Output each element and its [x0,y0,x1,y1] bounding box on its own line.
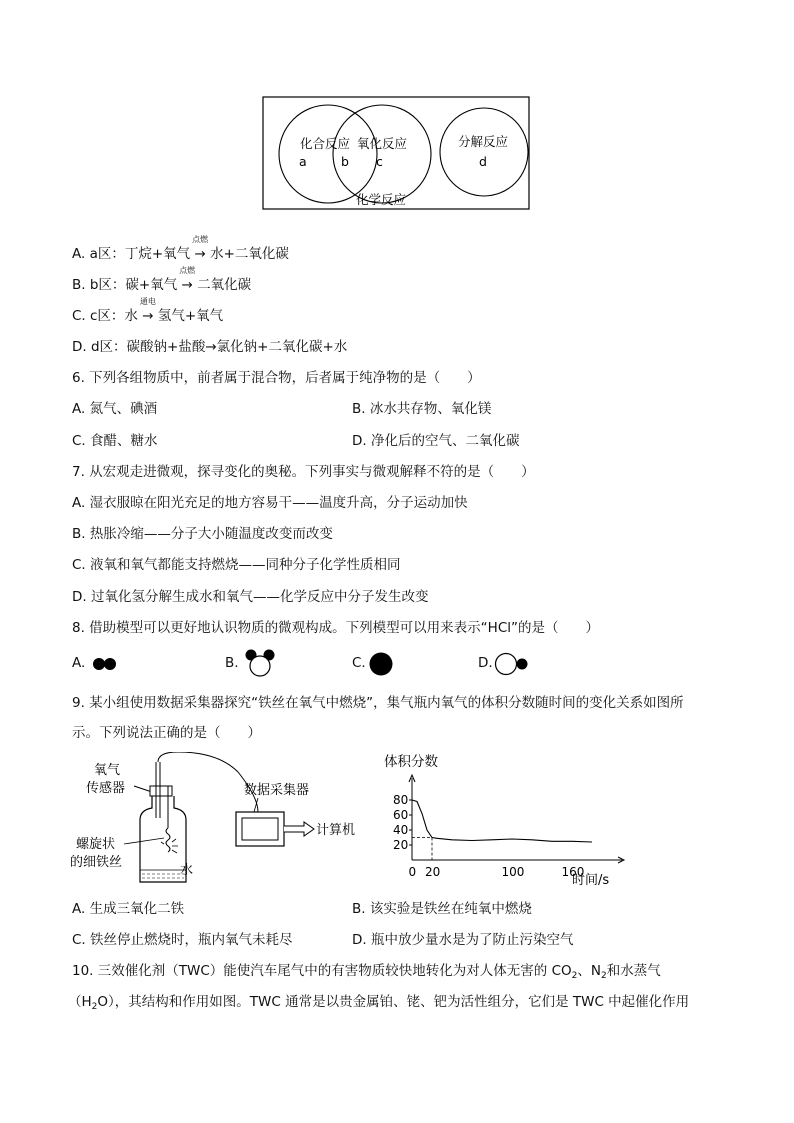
chart-ylabel: 体积分数 [384,754,438,770]
q6-option-d: D. 净化后的空气、二氧化碳 [352,433,520,449]
sensor-label: 氧气 [94,763,121,778]
iron-wire-spiral [166,828,170,852]
q8-option-c-label: C. [352,655,366,671]
chart-xlabel: 时间/s [572,873,610,888]
condition-ignite: 点燃 [192,235,209,244]
q8-option-b-label: B. [225,655,239,671]
y-tick-label: 40 [393,823,409,837]
q5-option-b: B. b区：碳+氧气 点燃 → 二氧化碳 [72,266,252,293]
wire-label-2: 的细铁丝 [70,855,123,870]
q6-option-b: B. 冰水共存物、氧化镁 [352,401,492,417]
q9-option-b: B. 该实验是铁丝在纯氧中燃烧 [352,901,532,917]
oxygen-volume-chart [380,748,630,890]
q10-line2: $(H_2O)$，其结构和作用如图。TWC 通常是以贵金属铂、铑、钯为活性组分，它们是 TWC 中起催化作用 [68,994,690,1012]
q9-option-d: D. 瓶中放少量水是为了防止污染空气 [352,932,574,948]
circle-c-label: 氧化反应 [357,136,408,151]
x-tick-label: 100 [501,865,525,879]
q9-stem-line2: 示。下列说法正确的是（ ） [72,725,261,741]
x-tick-label: 0 [408,865,417,879]
stopper [150,786,172,796]
q7-stem: 7. 从宏观走进微观，探寻变化的奥秘。下列事实与微观解释不符的是（ ） [72,464,535,480]
q8-stem: 8. 借助模型可以更好地认识物质的微观构成。下列模型可以用来表示“HCl”的是（ ） [72,620,599,636]
model-b-icon [242,648,278,678]
circle-c-letter: c [376,154,383,169]
condition-ignite: 点燃 [179,266,196,275]
x-tick-label: 20 [425,865,441,879]
q8-option-d-label: D. [478,655,493,671]
circle-d-letter: d [479,154,487,169]
frame-label: 化学反应 [356,192,407,207]
condition-electrify: 通电 [139,297,156,306]
collector-label: 数据采集器 [244,783,310,798]
y-tick-label: 80 [393,793,409,807]
circle-d-label: 分解反应 [458,134,509,149]
q9-option-c: C. 铁丝停止燃烧时，瓶内氧气未耗尽 [72,932,293,948]
overlap-letter: b [341,154,349,169]
series-line [412,800,592,842]
q6-option-c: C. 食醋、糖水 [72,433,158,449]
apparatus-diagram [68,752,368,892]
q7-option-b: B. 热胀冷缩——分子大小随温度改变而改变 [72,526,333,542]
q6-option-a: A. 氮气、碘酒 [72,401,158,417]
water-label: 水 [180,863,194,878]
x-tick-label: 160 [561,865,585,879]
q7-option-a: A. 湿衣服晾在阳光充足的地方容易干——温度升高，分子运动加快 [72,495,468,511]
q9-option-a: A. 生成三氧化二铁 [72,901,185,917]
computer-label: 计算机 [316,823,356,838]
model-a-icon [92,656,118,672]
wire-label: 螺旋状 [76,837,116,852]
venn-diagram [262,96,530,210]
cable [158,752,258,812]
q6-stem: 6. 下列各组物质中，前者属于混合物，后者属于纯净物的是（ ） [72,370,481,386]
q7-option-c: C. 液氧和氧气都能支持燃烧——同种分子化学性质相同 [72,557,401,573]
q10-line1: 10. 三效催化剂（TWC）能使汽车尾气中的有害物质较快地转化为对人体无害的 $CO_2$、$N_2$和水蒸气 [72,963,661,981]
y-tick-label: 60 [393,808,409,822]
q8-option-a-label: A. [72,655,86,671]
circle-a-label: 化合反应 [300,136,351,151]
circle-combination [279,105,377,203]
model-c-icon [368,651,394,677]
circle-decomposition [440,108,528,196]
q5-option-a: A. a区：丁烷+氧气 点燃 → 水+二氧化碳 [72,235,289,262]
q9-stem-line1: 9. 某小组使用数据采集器探究“铁丝在氧气中燃烧”，集气瓶内氧气的体积分数随时间的变化关系如图所 [72,695,684,711]
y-tick-label: 20 [393,838,409,852]
q5-option-c: C. c区：水 通电 → 氢气+氧气 [72,297,224,324]
circle-a-letter: a [299,154,307,169]
sensor-label-2: 传感器 [86,781,126,796]
q5-option-d: D. d区：碳酸钠+盐酸→氯化钠+二氧化碳+水 [72,339,348,355]
arrow-to-computer [284,822,314,836]
q7-option-d: D. 过氧化氢分解生成水和氧气——化学反应中分子发生改变 [72,589,429,605]
model-d-icon [494,652,530,676]
